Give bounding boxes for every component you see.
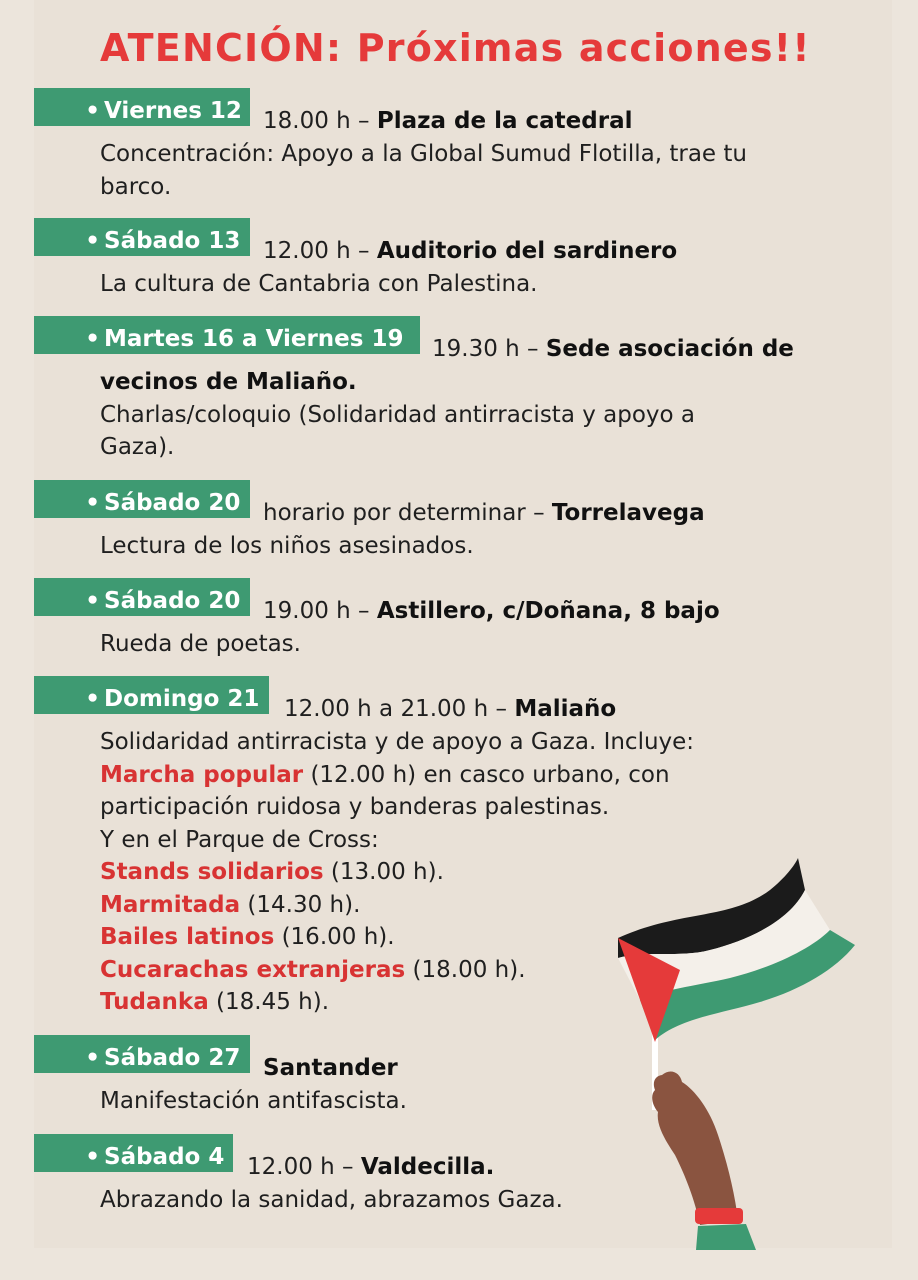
- hand-arm: [652, 1071, 738, 1225]
- event-place: Sede asociación de: [545, 336, 794, 362]
- event-time: 18.00 h –: [263, 108, 370, 134]
- event-date-tag: • Sábado 20: [34, 480, 250, 518]
- event-description: barco.: [100, 173, 172, 200]
- event-time: 12.00 h –: [263, 238, 370, 264]
- event-date-tag: • Sábado 13: [34, 218, 250, 256]
- event-date-tag: • Viernes 12: [34, 88, 250, 126]
- event-date-tag: • Sábado 20: [34, 578, 250, 616]
- activity-item: Bailes latinos (16.00 h).: [100, 924, 395, 950]
- event-description: Manifestación antifascista.: [100, 1088, 407, 1114]
- event-description: Gaza).: [100, 434, 175, 460]
- event-date-tag: • Domingo 21: [34, 676, 269, 714]
- event-description: Lectura de los niños asesinados.: [100, 533, 474, 559]
- event-time: 12.00 h a 21.00 h –: [284, 696, 507, 722]
- event-place: Maliaño: [514, 696, 617, 722]
- event-time: 19.30 h –: [432, 336, 539, 362]
- event-description: Rueda de poetas.: [100, 631, 301, 657]
- event-2: [0, 228, 918, 301]
- event-5: [0, 588, 918, 661]
- event-description: Solidaridad antirracista y de apoyo a Gaza. Incluye:: [100, 729, 695, 755]
- event-date-tag: • Martes 16 a Viernes 19: [34, 316, 420, 354]
- sleeve: [696, 1224, 756, 1250]
- event-date-tag: • Sábado 4: [34, 1134, 233, 1172]
- event-time: 19.00 h –: [263, 598, 370, 624]
- page-title: ATENCIÓN: Próximas acciones!!: [100, 26, 811, 70]
- event-place: Valdecilla.: [360, 1154, 495, 1180]
- park-line: Y en el Parque de Cross:: [100, 826, 379, 853]
- event-description: Abrazando la sanidad, abrazamos Gaza.: [100, 1187, 563, 1213]
- event-place: Auditorio del sardinero: [376, 238, 678, 264]
- event-description: Charlas/coloquio (Solidaridad antirracista y apoyo a: [100, 401, 696, 428]
- event-place: Plaza de la catedral: [376, 108, 633, 134]
- event-date-tag: • Sábado 27: [34, 1035, 250, 1073]
- activity-item: Stands solidarios (13.00 h).: [100, 859, 444, 885]
- event-place-continued: vecinos de Maliaño.: [100, 369, 357, 395]
- event-3: [0, 326, 918, 464]
- march-line: Marcha popular (12.00 h) en casco urbano, con: [100, 761, 670, 788]
- march-line-2: participación ruidosa y banderas palestinas.: [100, 794, 610, 820]
- activity-item: Cucarachas extranjeras (18.00 h).: [100, 956, 526, 983]
- activity-item: Marmitada (14.30 h).: [100, 891, 361, 918]
- event-time: 12.00 h –: [247, 1154, 354, 1180]
- event-time: horario por determinar –: [263, 500, 545, 526]
- event-description: La cultura de Cantabria con Palestina.: [100, 271, 538, 297]
- event-description: Concentración: Apoyo a la Global Sumud Flotilla, trae tu: [100, 141, 747, 167]
- event-place: Torrelavega: [551, 500, 705, 526]
- march-highlight: Marcha popular: [100, 761, 304, 788]
- event-1: [0, 98, 918, 203]
- event-4: [0, 490, 918, 563]
- event-place: Santander: [263, 1055, 398, 1081]
- palestine-flag-illustration: [600, 850, 870, 1250]
- event-place: Astillero, c/Doñana, 8 bajo: [376, 598, 720, 624]
- activity-item: Tudanka (18.45 h).: [100, 989, 330, 1015]
- bracelet: [695, 1208, 743, 1224]
